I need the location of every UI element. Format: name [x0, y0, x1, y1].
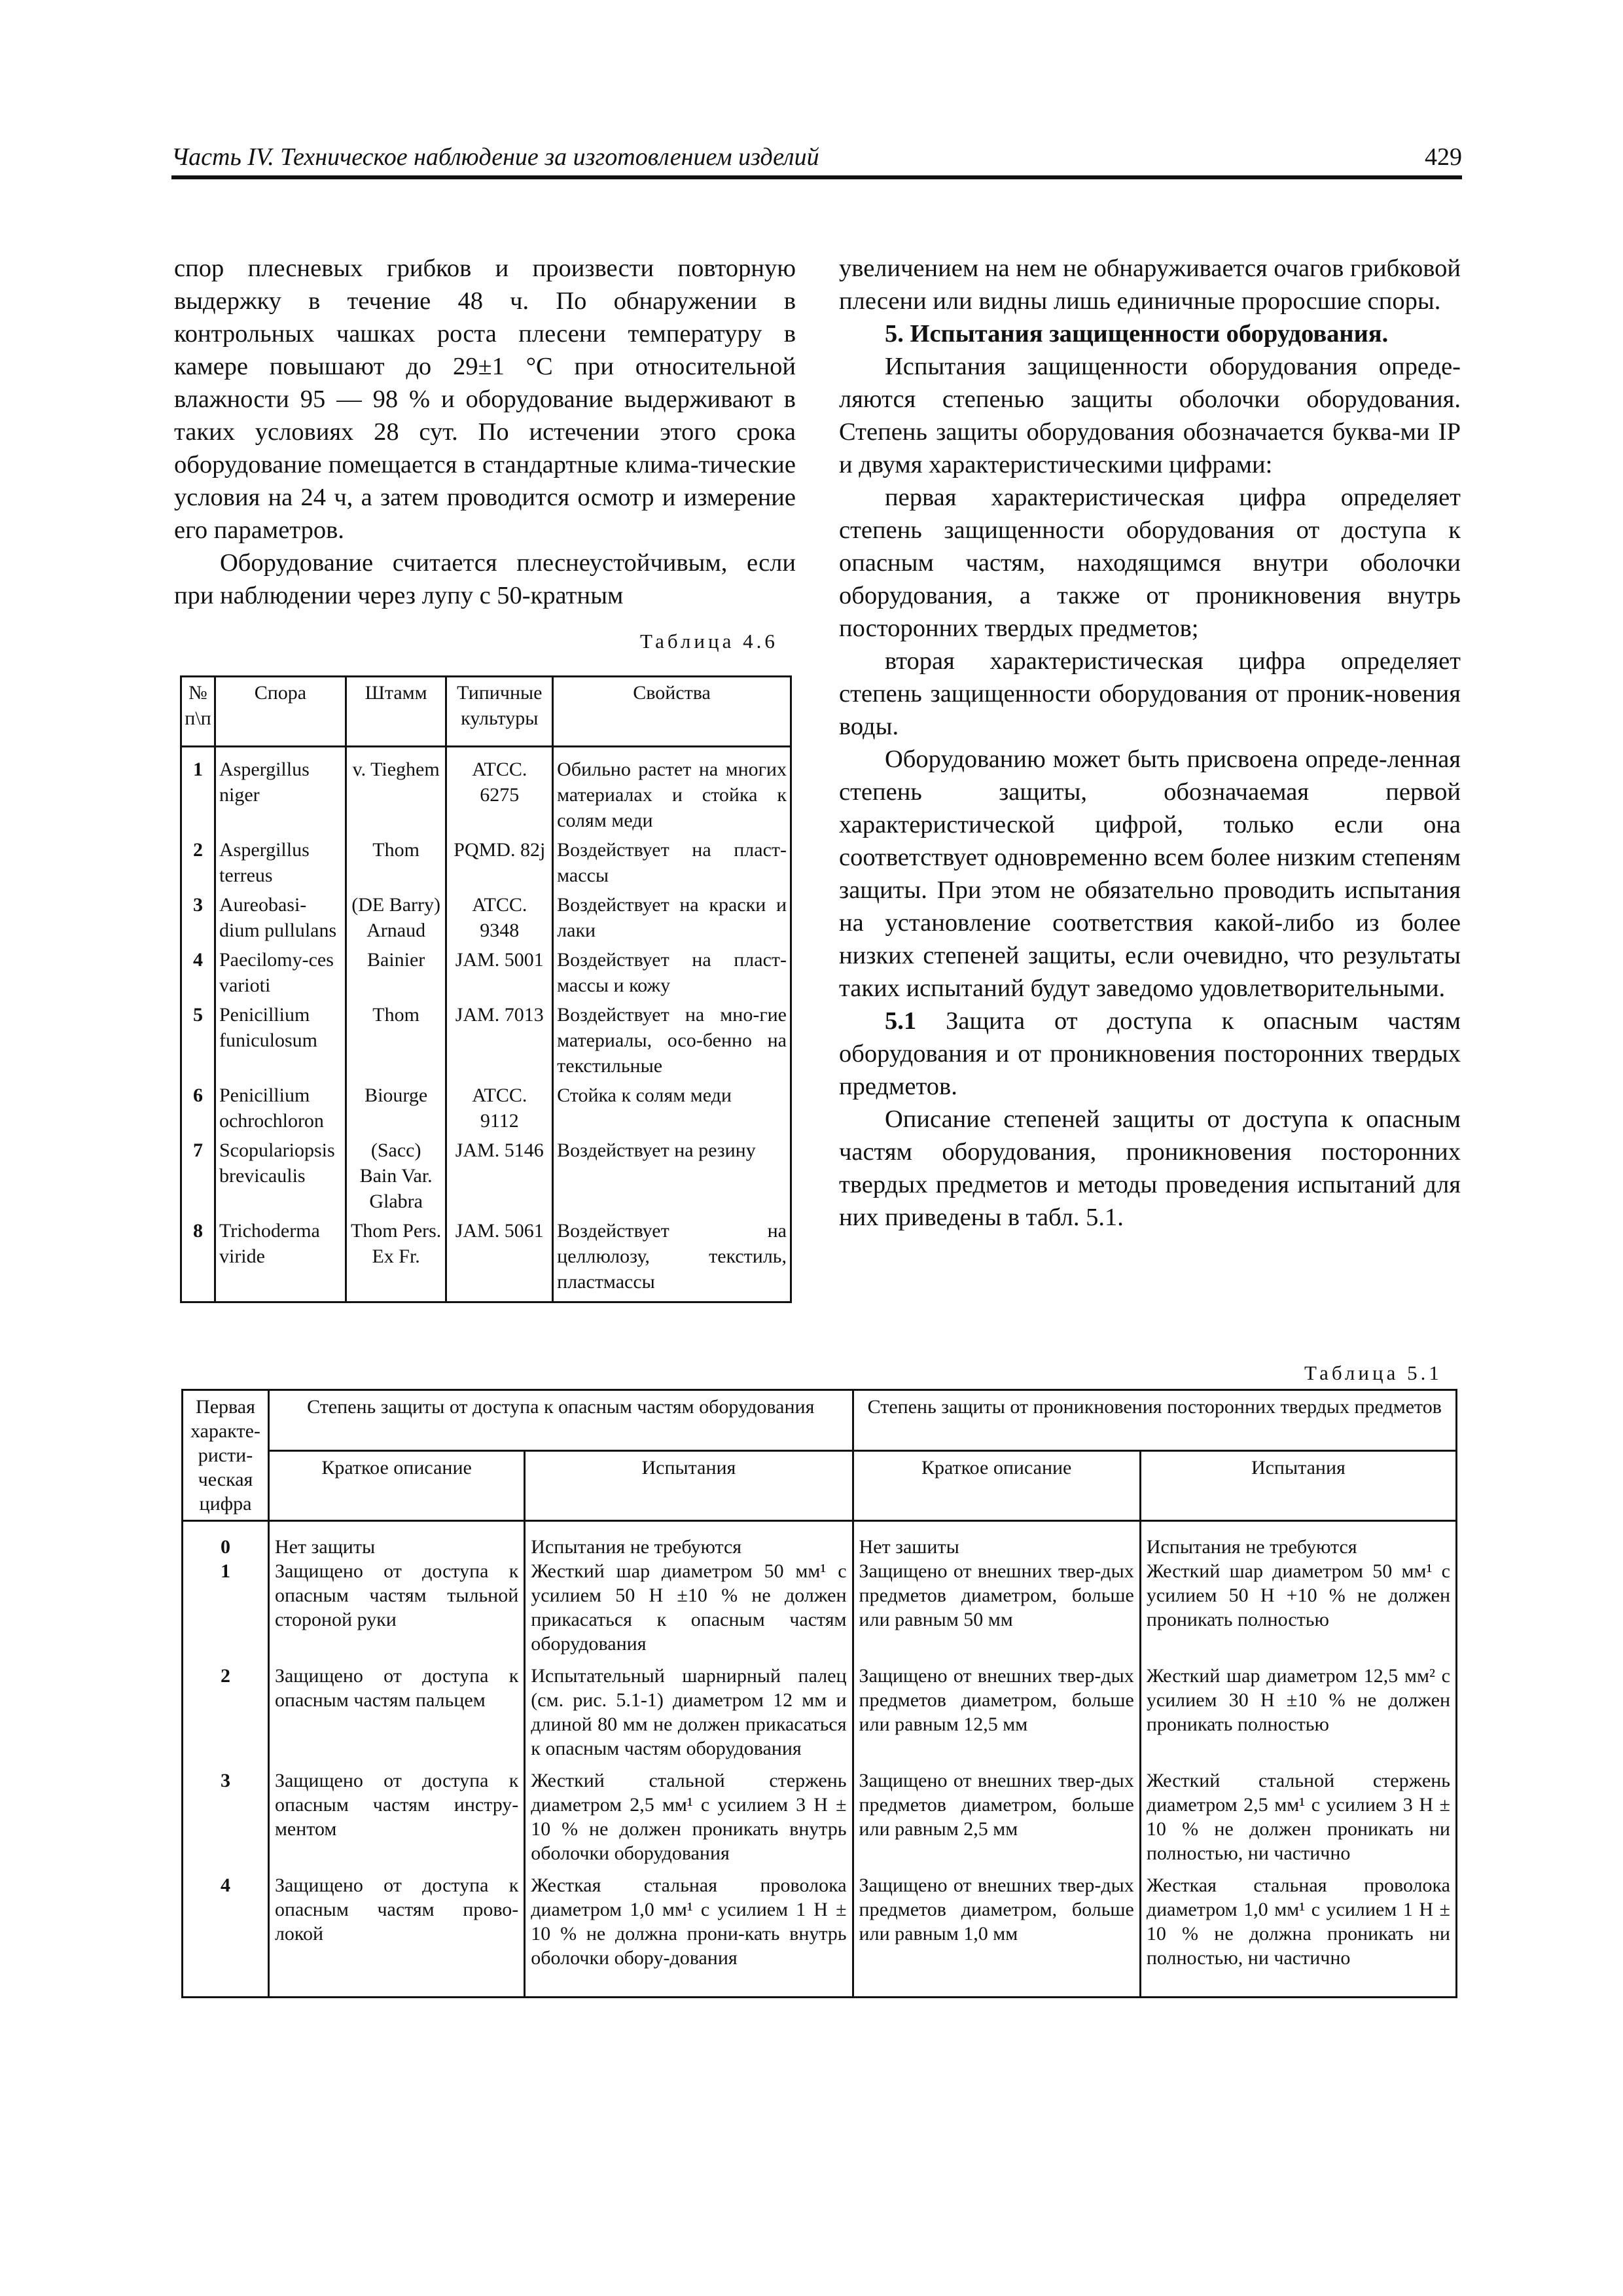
- properties-cell: Воздействует на пласт-массы и кожу: [553, 943, 791, 998]
- column-header: Спора: [215, 677, 346, 747]
- row-number: 2: [181, 833, 215, 888]
- subsection-title: Защита от доступа к опасным частям оборудования и от проникновения посторонних твердых предметов.: [839, 1007, 1461, 1100]
- object-test-cell: Жесткий шар диаметром 12,5 мм² с усилием 30 Н ±10 % не должен проникать полностью: [1140, 1657, 1456, 1762]
- object-test-cell: Жесткий стальной стержень диаметром 2,5 мм¹ с усилием 3 Н ± 10 % не должен проникать ни полностью, ни частично: [1140, 1762, 1456, 1867]
- row-number: 7: [181, 1134, 215, 1214]
- culture-cell: JAM. 5001: [446, 943, 553, 998]
- table-4-6: [180, 675, 792, 1303]
- properties-cell: Воздействует на пласт-массы: [553, 833, 791, 888]
- column-header: Первая характе-ристи-ческая цифра: [183, 1390, 269, 1521]
- culture-cell: PQMD. 82j: [446, 833, 553, 888]
- properties-cell: Обильно растет на многих материалах и стойка к солям меди: [553, 747, 791, 834]
- properties-cell: Воздействует на резину: [553, 1134, 791, 1214]
- spore-cell: Penicillium ochrochloron: [215, 1079, 346, 1134]
- strain-cell: Bainier: [346, 943, 446, 998]
- column-header: Свойства: [553, 677, 791, 747]
- access-test-cell: Жесткая стальная проволока диаметром 1,0 мм¹ с усилием 1 Н ± 10 % не должна прони-кать внутрь оболочки обору-дования: [525, 1867, 853, 1998]
- column-header: Штамм: [346, 677, 446, 747]
- culture-cell: JAM. 5061: [446, 1214, 553, 1302]
- object-test-cell: Испытания не требуются Жесткий шар диаметром 50 мм¹ с усилием 50 Н +10 % не должен проникать полностью: [1140, 1521, 1456, 1658]
- table-header-row: [181, 677, 791, 747]
- table-5-1: [181, 1389, 1457, 1998]
- strain-cell: Thom: [346, 833, 446, 888]
- paragraph: вторая характеристическая цифра определяет степень защищенности оборудования от проник-новения воды.: [839, 647, 1461, 740]
- object-brief-cell: Защищено от внешних твер-дых предметов диаметром, больше или равным 12,5 мм: [853, 1657, 1140, 1762]
- spore-cell: Aspergillus terreus: [215, 833, 346, 888]
- table-row: [181, 747, 791, 834]
- table-header-row: [183, 1390, 1457, 1451]
- access-test-cell: Испытания не требуются Жесткий шар диаметром 50 мм¹ с усилием 50 Н ±10 % не должен прикасаться к опасным частям оборудования: [525, 1521, 853, 1658]
- paragraph: Испытания защищенности оборудования опреде-ляются степенью защиты оболочки оборудования. Степень защиты оборудования обозначается буква-ми IP и двумя характеристическими цифрами:: [839, 353, 1461, 478]
- spore-cell: Scopulariopsis brevicaulis: [215, 1134, 346, 1214]
- culture-cell: ATCC. 9348: [446, 888, 553, 943]
- row-number: 1: [181, 747, 215, 834]
- access-brief-cell: Нет защиты Защищено от доступа к опасным частям тыльной стороной руки: [268, 1521, 524, 1658]
- properties-cell: Воздействует на краски и лаки: [553, 888, 791, 943]
- column-group-header: Степень защиты от доступа к опасным частям оборудования: [268, 1390, 853, 1451]
- spore-cell: Aspergillus niger: [215, 747, 346, 834]
- subsection-heading: [839, 1005, 1461, 1103]
- table-row: [181, 1214, 791, 1302]
- table-row: [181, 998, 791, 1079]
- paragraph: Описание степеней защиты от доступа к опасным частям оборудования, проникновения посторонних твердых предметов и методы проведения испытаний для них приведены в табл. 5.1.: [839, 1105, 1461, 1231]
- access-test-cell: Испытательный шарнирный палец (см. рис. 5.1-1) диаметром 12 мм и длиной 80 мм не должен прикасаться к опасным частям оборудования: [525, 1657, 853, 1762]
- object-brief-cell: Защищено от внешних твер-дых предметов диаметром, больше или равным 2,5 мм: [853, 1762, 1140, 1867]
- object-test-cell: Жесткая стальная проволока диаметром 1,0 мм¹ с усилием 1 Н ± 10 % не должна проникать ни полностью, ни частично: [1140, 1867, 1456, 1998]
- strain-cell: Thom Pers. Ex Fr.: [346, 1214, 446, 1302]
- properties-cell: Воздействует на мно-гие материалы, осо-бенно на текстильные: [553, 998, 791, 1079]
- paragraph: первая характеристическая цифра определяет степень защищенности оборудования от доступа к опасным частям, находящимся внутри оболочки оборудования, а также от проникновения внутрь посторонних твердых предметов;: [839, 484, 1461, 642]
- digit-cell: 0 1: [183, 1521, 269, 1658]
- section-heading: 5. Испытания защищенности оборудования.: [885, 320, 1389, 348]
- table-header-row: [183, 1451, 1457, 1521]
- column-header: Краткое описание: [268, 1451, 524, 1521]
- paragraph: Оборудованию может быть присвоена опреде-ленная степень защиты, обозначаемая первой характеристической цифрой, только если она соответствует одновременно всем более низким степеням защиты. При этом не обязательно проводить испытания на установление соответствия какой-либо из более низких степеней защиты, если очевидно, что результаты таких испытаний будут заведомо удовлетворительными.: [839, 745, 1461, 1002]
- paragraph: Оборудование считается плеснеустойчивым, если при наблюдении через лупу с 50-кратным: [174, 549, 796, 609]
- digit-cell: 3: [183, 1762, 269, 1867]
- row-number: 3: [181, 888, 215, 943]
- subsection-number: 5.1: [885, 1007, 917, 1035]
- left-column: [174, 252, 796, 612]
- table-4-6-caption: Таблица 4.6: [640, 630, 778, 653]
- object-brief-cell: Защищено от внешних твер-дых предметов диаметром, больше или равным 1,0 мм: [853, 1867, 1140, 1998]
- spore-cell: Paecilomy-ces varioti: [215, 943, 346, 998]
- spore-cell: Aureobasi-dium pullulans: [215, 888, 346, 943]
- strain-cell: v. Tieghem: [346, 747, 446, 834]
- culture-cell: ATCC. 9112: [446, 1079, 553, 1134]
- table-row: [183, 1762, 1457, 1867]
- spore-cell: Trichoderma viride: [215, 1214, 346, 1302]
- culture-cell: JAM. 7013: [446, 998, 553, 1079]
- access-brief-cell: Защищено от доступа к опасным частям прово-локой: [268, 1867, 524, 1998]
- table-row: [181, 943, 791, 998]
- page-header: [171, 143, 1462, 179]
- digit-cell: 4: [183, 1867, 269, 1998]
- access-brief-cell: Защищено от доступа к опасным частям инстру-ментом: [268, 1762, 524, 1867]
- object-brief-cell: Нет зашиты Защищено от внешних твер-дых предметов диаметром, больше или равным 50 мм: [853, 1521, 1140, 1658]
- table-row: [183, 1657, 1457, 1762]
- row-number: 5: [181, 998, 215, 1079]
- access-test-cell: Жесткий стальной стержень диаметром 2,5 мм¹ с усилием 3 Н ± 10 % не должен проникать внутрь оболочки оборудования: [525, 1762, 853, 1867]
- column-header: № п\п: [181, 677, 215, 747]
- table-row: [181, 888, 791, 943]
- paragraph: увеличением на нем не обнаруживается очагов грибковой плесени или видны лишь единичные проросшие споры.: [839, 255, 1461, 315]
- column-header: Краткое описание: [853, 1451, 1140, 1521]
- running-title: Часть IV. Техническое наблюдение за изготовлением изделий: [171, 143, 819, 171]
- strain-cell: Thom: [346, 998, 446, 1079]
- row-number: 4: [181, 943, 215, 998]
- paragraph: спор плесневых грибков и произвести повторную выдержку в течение 48 ч. По обнаружении в контрольных чашках роста плесени температуру в камере повышают до 29±1 °С при относительной влажности 95 — 98 % и оборудование выдерживают в таких условиях 28 сут. По истечении этого срока оборудование помещается в стандартные клима-тические условия на 24 ч, а затем проводится осмотр и измерение его параметров.: [174, 255, 796, 544]
- strain-cell: (Sacc) Bain Var. Glabra: [346, 1134, 446, 1214]
- digit-cell: 2: [183, 1657, 269, 1762]
- page-number: 429: [1425, 143, 1462, 171]
- table-row: [181, 1079, 791, 1134]
- column-group-header: Степень защиты от проникновения посторонних твердых предметов: [853, 1390, 1456, 1451]
- culture-cell: JAM. 5146: [446, 1134, 553, 1214]
- access-brief-cell: Защищено от доступа к опасным частям пальцем: [268, 1657, 524, 1762]
- properties-cell: Воздействует на целлюлозу, текстиль, пластмассы: [553, 1214, 791, 1302]
- column-header: Испытания: [1140, 1451, 1456, 1521]
- culture-cell: ATCC. 6275: [446, 747, 553, 834]
- spore-cell: Penicillium funiculosum: [215, 998, 346, 1079]
- right-column: [839, 252, 1461, 1234]
- properties-cell: Стойка к солям меди: [553, 1079, 791, 1134]
- strain-cell: (DE Barry) Arnaud: [346, 888, 446, 943]
- column-header: Типичные культуры: [446, 677, 553, 747]
- row-number: 6: [181, 1079, 215, 1134]
- row-number: 8: [181, 1214, 215, 1302]
- table-row: [181, 833, 791, 888]
- table-row: [183, 1867, 1457, 1998]
- table-5-1-caption: Таблица 5.1: [1304, 1361, 1442, 1384]
- strain-cell: Biourge: [346, 1079, 446, 1134]
- column-header: Испытания: [525, 1451, 853, 1521]
- table-row: [183, 1521, 1457, 1658]
- table-row: [181, 1134, 791, 1214]
